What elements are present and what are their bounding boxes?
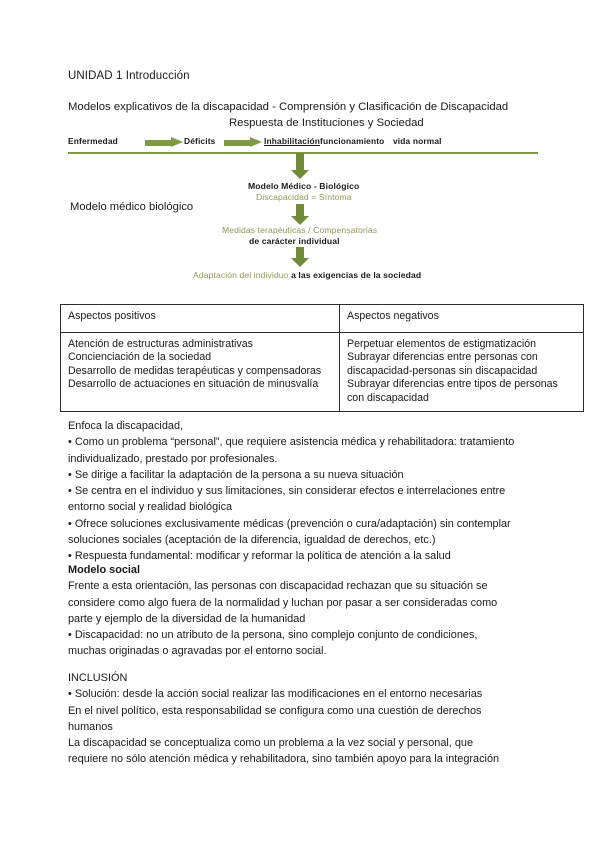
body-section-inclusion — [68, 670, 538, 768]
diagram-node-1-subtitle: Discapacidad = Síntoma — [256, 192, 352, 202]
list-item: con discapacidad — [347, 391, 429, 404]
diagram-left-label: Modelo médico biológico — [70, 201, 194, 213]
arrow-right-icon — [145, 137, 185, 148]
table-cell-negative — [340, 333, 584, 412]
paragraph-line: • Se dirige a facilitar la adaptación de la persona a su nueva situación — [68, 468, 404, 481]
flow-label-deficits: Déficits — [184, 136, 216, 146]
paragraph-line: • Solución: desde la acción social realizar las modificaciones en el entorno necesarias — [68, 688, 483, 701]
arrow-down-icon — [291, 153, 309, 179]
subtitle-line-2: Respuesta de Instituciones y Sociedad — [229, 117, 424, 129]
paragraph-line: • Respuesta fundamental: modificar y reformar la política de atención a la salud — [68, 550, 451, 563]
diagram-node-3-green: Adaptación del individuo — [193, 270, 292, 280]
list-item: Atención de estructuras administrativas — [68, 338, 253, 350]
subtitle-line-1: Modelos explicativos de la discapacidad - Comprensión y Clasificación de Discapacidad — [68, 101, 509, 113]
paragraph-line: • Como un problema “personal”, que requiere asistencia médica y rehabilitadora: tratamiento — [68, 436, 515, 449]
diagram-node-3 — [193, 270, 421, 281]
paragraph-line: Frente a esta orientación, las personas con discapacidad rechazan que su situación se — [68, 580, 488, 593]
body-section-medical-model — [68, 418, 538, 565]
list-item: Desarrollo de medidas terapéuticas y compensadoras — [68, 364, 322, 377]
list-item: Concienciación de la sociedad — [68, 351, 212, 364]
paragraph-line: • Se centra en el individuo y sus limitaciones, sin considerar efectos e interrelaciones entre — [68, 485, 506, 498]
list-item: Desarrollo de actuaciones en situación de minusvalía — [68, 378, 319, 391]
flow-label-funcionamiento: funcionamiento — [320, 136, 385, 146]
table-row — [61, 305, 584, 333]
section-heading-inclusion: INCLUSIÓN — [68, 672, 128, 684]
body-section-social-model — [68, 562, 538, 660]
paragraph-line: parte y ejemplo de la diversidad de la humanidad — [68, 612, 306, 625]
arrow-down-icon — [291, 204, 309, 225]
paragraph-line: considere como algo fuera de la normalidad y luchan por pasar a ser consideradas como — [68, 596, 498, 609]
arrow-right-icon — [224, 137, 264, 148]
paragraph-line: • Discapacidad: no un atributo de la persona, sino complejo conjunto de condiciones, — [68, 629, 478, 642]
diagram-node-1-title: Modelo Médico - Biológico — [248, 181, 360, 191]
table-cell-positive — [61, 333, 340, 412]
flow-row — [68, 135, 538, 150]
comparison-table — [60, 304, 584, 412]
diagram-node-3-dark: a las exigencias de la sociedad — [291, 270, 422, 280]
paragraph-line: La discapacidad se conceptualiza como un problema a la vez social y personal, que — [68, 737, 474, 750]
paragraph-line: muchas originadas o agravadas por el entorno social. — [68, 645, 327, 658]
paragraph-line: requiere no sólo atención médica y rehabilitadora, sino también apoyo para la integración — [68, 753, 500, 766]
paragraph-line: entorno social y realidad biológica — [68, 501, 233, 514]
arrow-down-icon — [291, 247, 309, 267]
section-heading-modelo-social: Modelo social — [68, 564, 141, 576]
paragraph-line: Enfoca la discapacidad, — [68, 420, 184, 432]
list-item: Subrayar diferencias entre personas con — [347, 351, 538, 364]
flow-label-inhabilitacion: Inhabilitación — [264, 136, 321, 146]
paragraph-line: • Ofrece soluciones exclusivamente médicas (prevención o cura/adaptación) sin contemplar — [68, 517, 511, 530]
paragraph-line: En el nivel político, esta responsabilidad se configura como una cuestión de derechos — [68, 704, 482, 717]
paragraph-line: humanos — [68, 720, 113, 733]
list-item: Subrayar diferencias entre tipos de personas — [347, 378, 558, 391]
paragraph-line: individualizado, prestado por profesionales. — [68, 452, 278, 465]
table-row — [61, 333, 584, 412]
paragraph-line: soluciones sociales (aceptación de la diferencia, igualdad de derechos, etc.) — [68, 534, 436, 547]
flow-label-enfermedad: Enfermedad — [68, 136, 118, 146]
list-item: Perpetuar elementos de estigmatización — [347, 338, 537, 350]
flow-label-vida-normal: vida normal — [393, 136, 442, 146]
diagram-node-2-line-2: de carácter individual — [249, 236, 340, 246]
unit-title: UNIDAD 1 Introducción — [68, 70, 190, 82]
table-header-positive: Aspectos positivos — [61, 305, 340, 333]
diagram-node-2-line-1: Medidas terapéuticas / Compensatorias — [222, 225, 378, 235]
list-item: discapacidad-personas sin discapacidad — [347, 364, 538, 377]
table-header-negative: Aspectos negativos — [340, 305, 584, 333]
